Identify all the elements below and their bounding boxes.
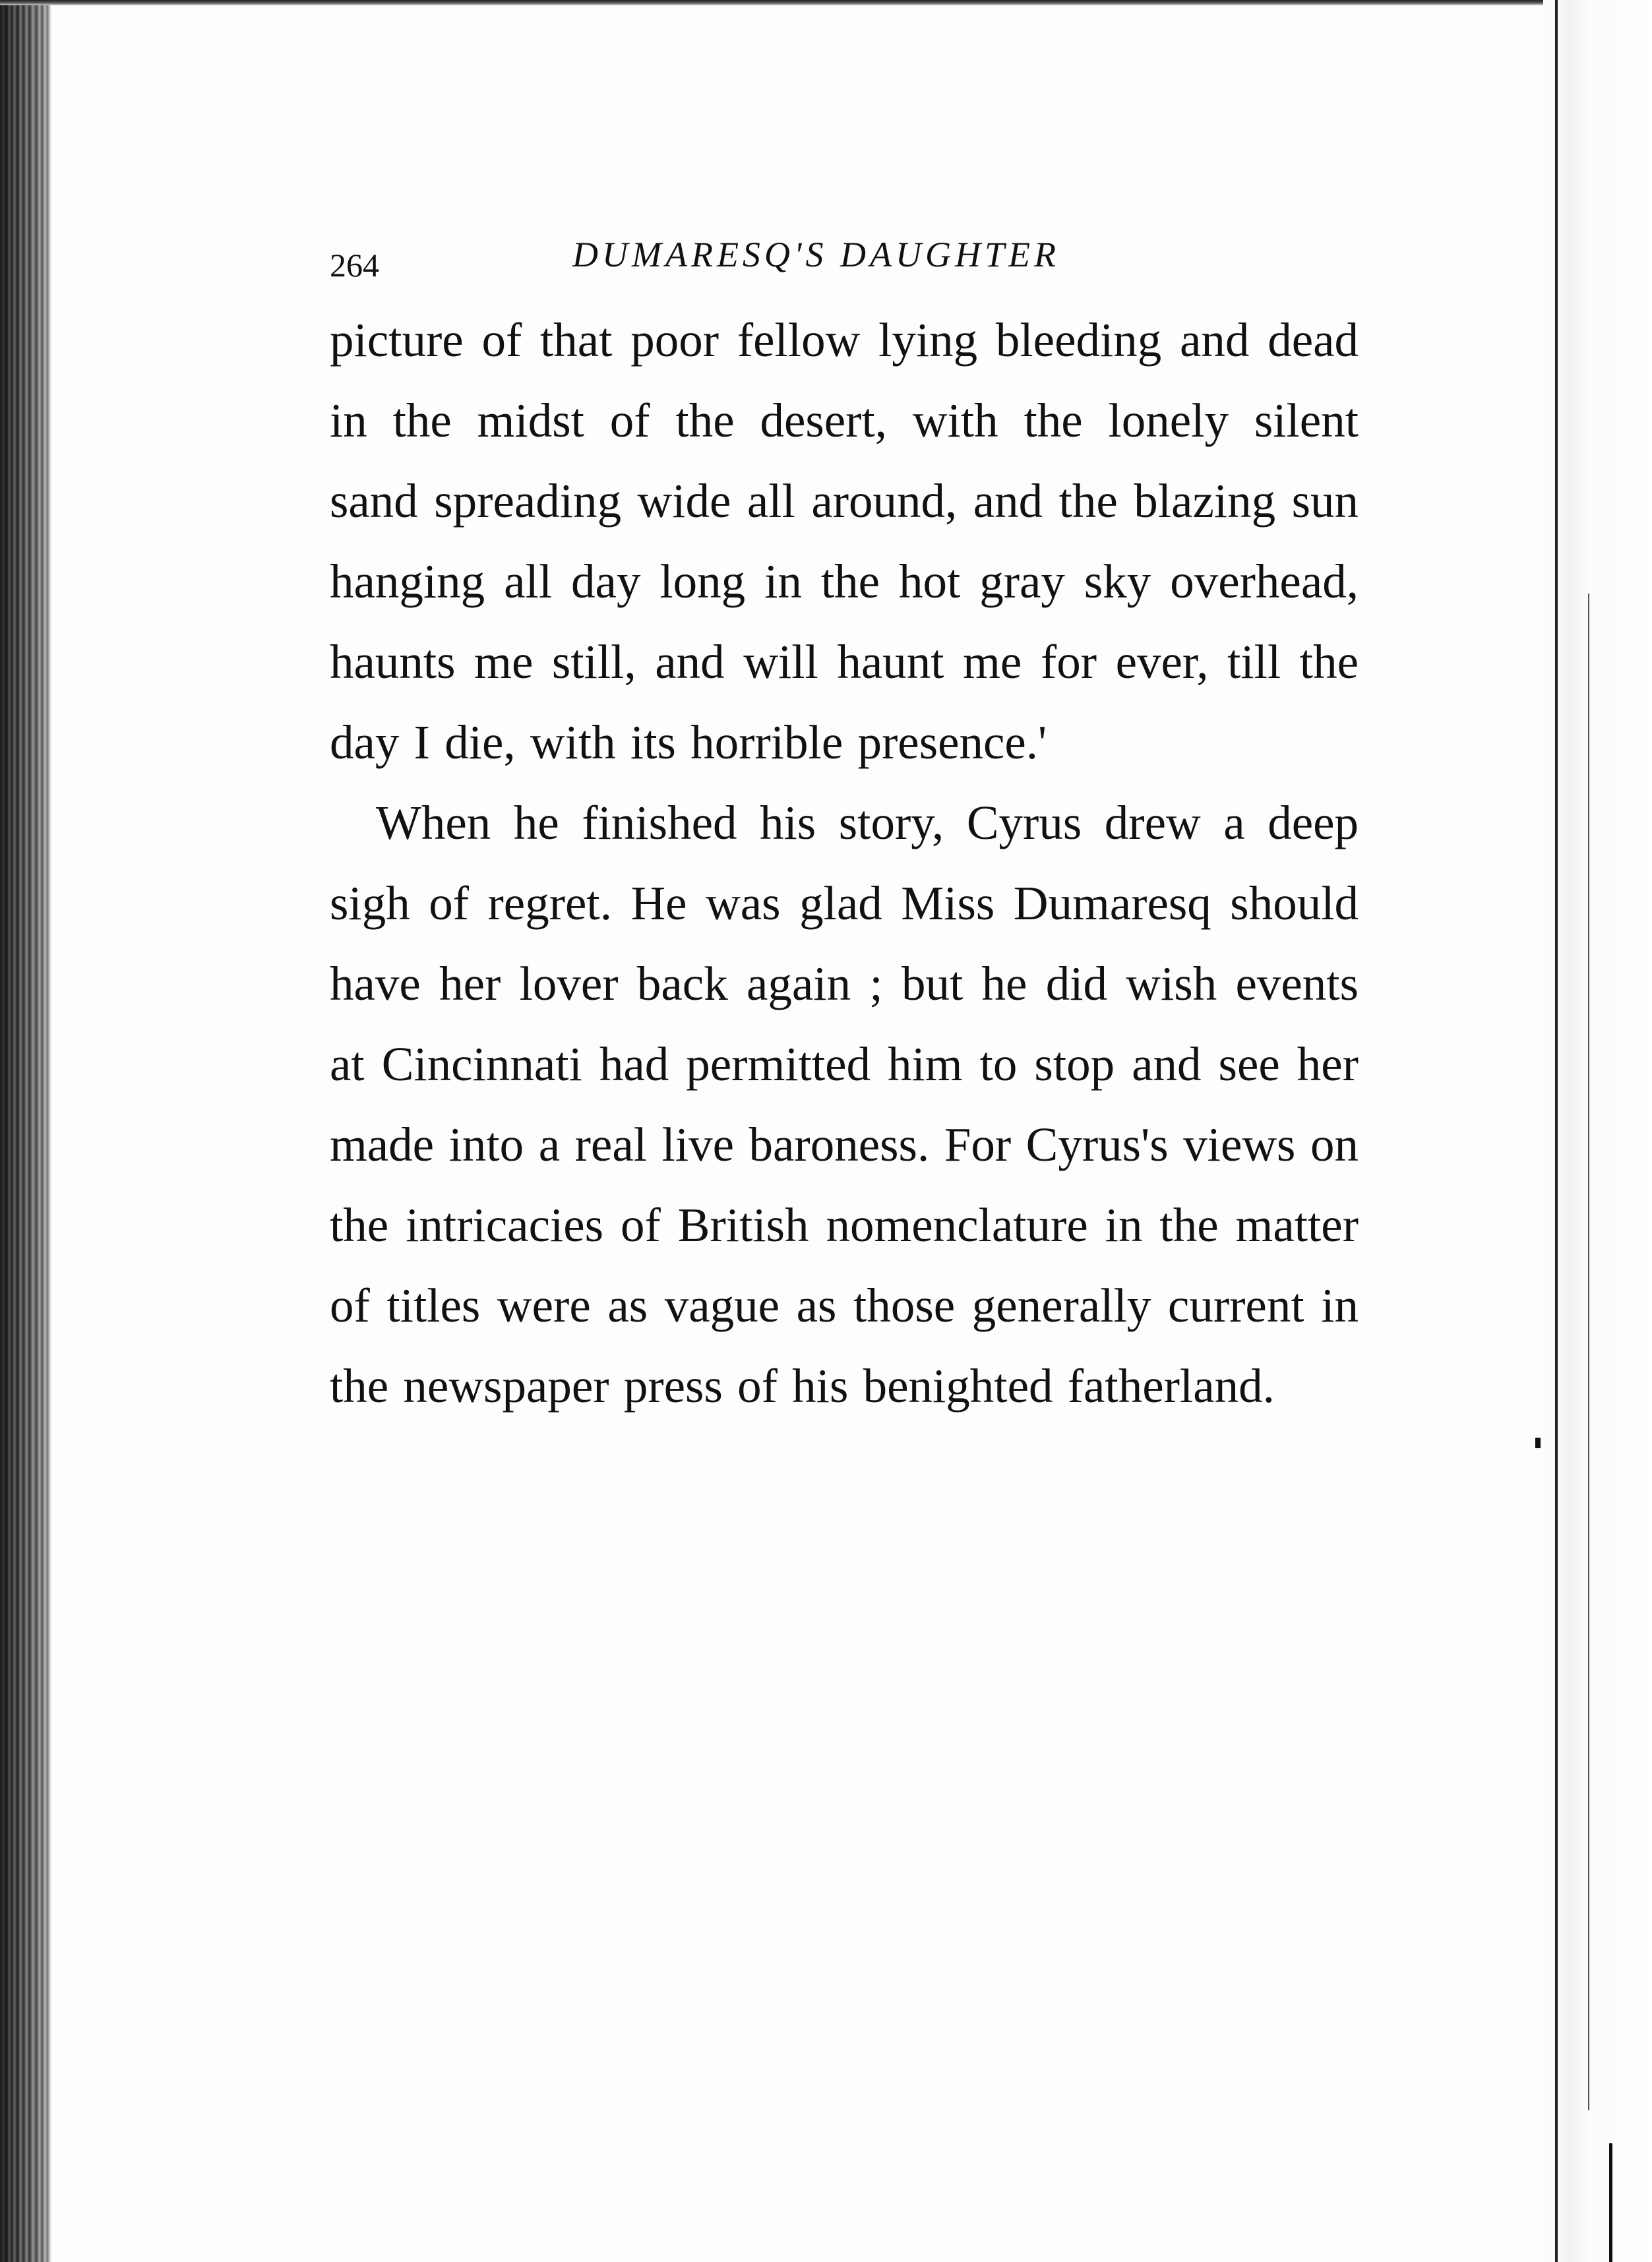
- running-title: DUMARESQ'S DAUGHTER: [572, 235, 1060, 274]
- right-page-edge: [1543, 0, 1652, 2262]
- paragraph-1: picture of that poor fellow lying bleeding and dead in the midst of the desert, with the lonely silent sand spreading wide all around, and the blazing sun hanging all day long in the hot gray sky overhead, haunts me still, and will haunt me for ever, till the day I die, with its horrible presence.': [330, 313, 1359, 769]
- page-content: [330, 234, 1359, 1426]
- right-edge-line: [1555, 0, 1558, 2262]
- right-edge-bottom: [1609, 2143, 1612, 2262]
- running-head: [330, 234, 1359, 293]
- paragraph-2: When he finished his story, Cyrus drew a deep sigh of regret. He was glad Miss Dumaresq should have her lover back again ; but he did wish events at Cincinnati had permitted him to stop and see her made into a real live baroness. For Cyrus's views on the intricacies of British nomenclature in the matter of titles were as vague as those generally current in the newspaper press of his benighted fatherland.: [330, 796, 1359, 1413]
- book-spine: [0, 0, 51, 2262]
- right-edge-mark: [1535, 1438, 1541, 1448]
- top-page-edge: [0, 0, 1652, 5]
- page-number: 264: [330, 247, 379, 284]
- right-edge-line-thin: [1588, 594, 1589, 2110]
- body-text: [330, 300, 1359, 1426]
